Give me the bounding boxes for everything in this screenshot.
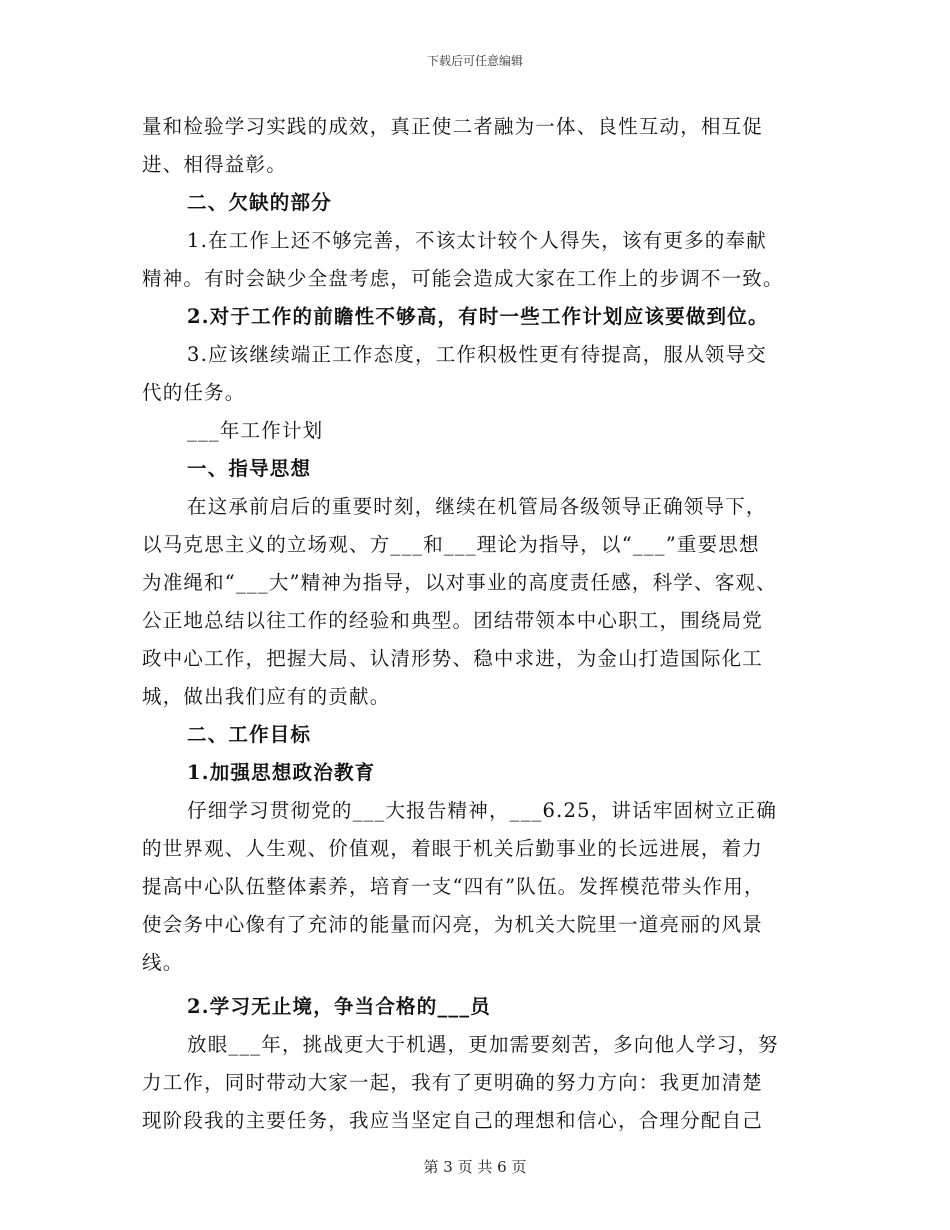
text-line: 仔细学习贯彻党的___大报告精神，___6.25，讲话牢固树立正确 xyxy=(187,799,778,822)
section-heading: 二、欠缺的部分 xyxy=(187,191,332,214)
section-heading: 1.加强思想政治教育 xyxy=(187,761,376,784)
text-line: 现阶段我的主要任务，我应当坚定自己的理想和信心，合理分配自己 xyxy=(142,1109,764,1132)
text-line: 量和检验学习实践的成效，真正使二者融为一体、良性互动，相互促 xyxy=(142,115,764,138)
text-line: 政中心工作，把握大局、认清形势、稳中求进，为金山打造国际化工 xyxy=(142,647,764,670)
text-line: 力工作，同时带动大家一起，我有了更明确的努力方向：我更加清楚 xyxy=(142,1071,764,1094)
page-header: 下载后可任意编辑 xyxy=(426,54,523,68)
text-line: ___年工作计划 xyxy=(187,419,324,442)
section-heading: 2.对于工作的前瞻性不够高，有时一些工作计划应该要做到位。 xyxy=(187,305,769,328)
text-line: 以马克思主义的立场观、方___和___理论为指导，以“___”重要思想 xyxy=(142,533,760,556)
text-line: 提高中心队伍整体素养，培育一支“四有”队伍。发挥模范带头作用， xyxy=(142,875,765,898)
text-line: 1.在工作上还不够完善，不该太计较个人得失，该有更多的奉献 xyxy=(187,229,767,252)
text-line: 线。 xyxy=(142,951,184,974)
text-line: 的世界观、人生观、价值观，着眼于机关后勤事业的长远进展，着力 xyxy=(142,837,764,860)
text-line: 在这承前启后的重要时刻，继续在机管局各级领导正确领导下， xyxy=(187,495,767,518)
section-heading: 2.学习无止境，争当合格的___员 xyxy=(187,995,492,1018)
text-line: 公正地总结以往工作的经验和典型。团结带领本中心职工，围绕局党 xyxy=(142,609,764,632)
document-body xyxy=(142,108,822,1140)
text-line: 城，做出我们应有的贡献。 xyxy=(142,685,391,708)
text-line: 放眼___年，挑战更大于机遇，更加需要刻苦，多向他人学习，努 xyxy=(187,1033,779,1056)
page-footer: 第 3 页 共 6 页 xyxy=(423,1158,527,1176)
text-line: 进、相得益彰。 xyxy=(142,153,287,176)
section-heading: 一、指导思想 xyxy=(187,457,312,480)
text-line: 3.应该继续端正工作态度，工作积极性更有待提高，服从领导交 xyxy=(187,343,767,366)
section-heading: 二、工作目标 xyxy=(187,723,312,746)
text-line: 代的任务。 xyxy=(142,381,246,404)
text-line: 使会务中心像有了充沛的能量而闪亮，为机关大院里一道亮丽的风景 xyxy=(142,913,764,936)
text-line: 为准绳和“___大”精神为指导，以对事业的高度责任感，科学、客观、 xyxy=(142,571,777,594)
text-line: 精神。有时会缺少全盘考虑，可能会造成大家在工作上的步调不一致。 xyxy=(142,267,784,290)
